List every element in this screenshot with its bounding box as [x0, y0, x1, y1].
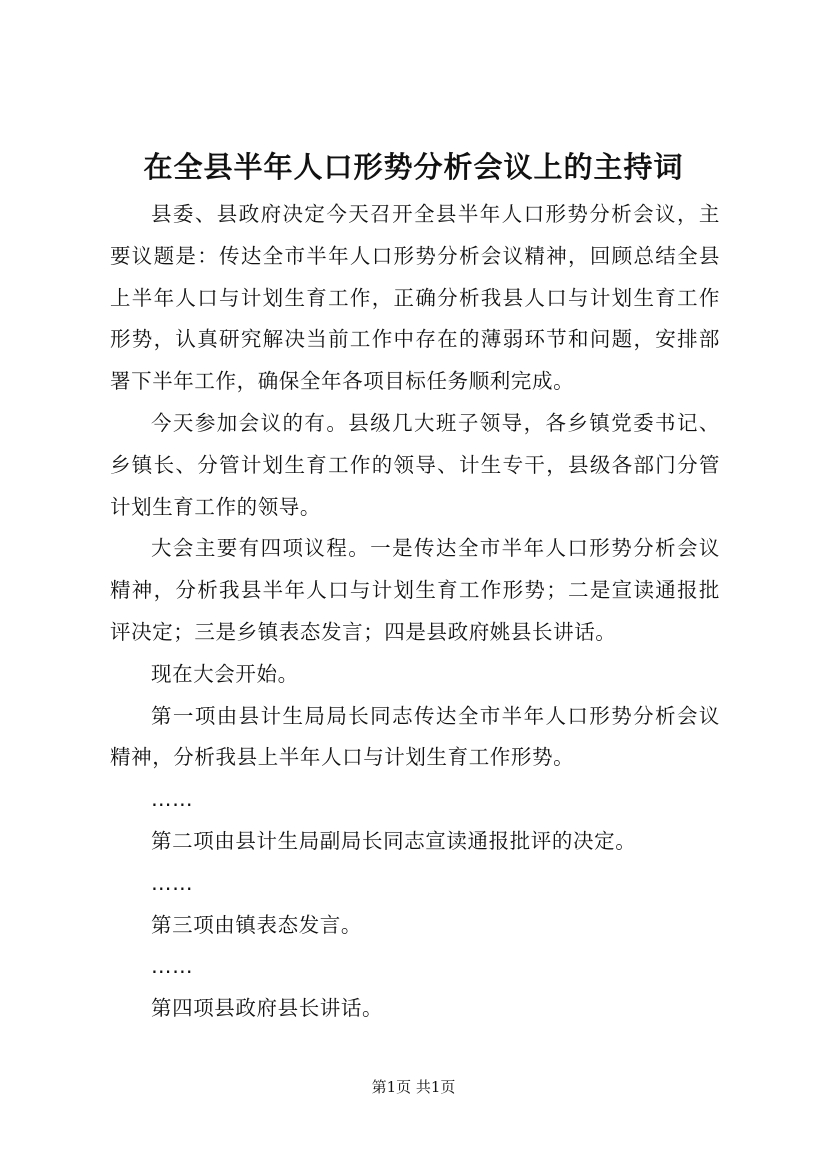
- paragraph-item-two: 第二项由县计生局副局长同志宣读通报批评的决定。: [151, 828, 637, 853]
- paragraph-item-one: 第一项由县计生局局长同志传达全市半年人口形势分析会议精神，分析我县上半年人口与计划生育工作形势。: [110, 703, 720, 770]
- paragraph-attendees: 今天参加会议的有。县级几大班子领导，各乡镇党委书记、乡镇长、分管计划生育工作的领导、计生专干，县级各部门分管计划生育工作的领导。: [110, 410, 720, 519]
- paragraph-intro: 县委、县政府决定今天召开全县半年人口形势分析会议，主要议题是：传达全市半年人口形势分析会议精神，回顾总结全县上半年人口与计划生育工作，正确分析我县人口与计划生育工作形势，认真研究解决当前工作中存在的薄弱环节和问题，安排部署下半年工作，确保全年各项目标任务顺利完成。: [110, 202, 720, 394]
- page-number-label: 第1页 共1页: [371, 1078, 456, 1096]
- ellipsis-three: ……: [151, 954, 194, 979]
- paragraph-item-four: 第四项县政府县长讲话。: [151, 996, 384, 1021]
- page-footer: [0, 1076, 827, 1098]
- document-title: 在全县半年人口形势分析会议上的主持词: [143, 150, 684, 184]
- paragraph-agenda: 大会主要有四项议程。一是传达全市半年人口形势分析会议精神，分析我县半年人口与计划生育工作形势；二是宣读通报批评决定；三是乡镇表态发言；四是县政府姚县长讲话。: [110, 536, 720, 644]
- ellipsis-two: ……: [151, 870, 194, 895]
- ellipsis-one: ……: [151, 787, 194, 812]
- paragraph-item-three: 第三项由镇表态发言。: [151, 912, 362, 937]
- document-body: [110, 194, 720, 1030]
- paragraph-start: 现在大会开始。: [151, 661, 299, 686]
